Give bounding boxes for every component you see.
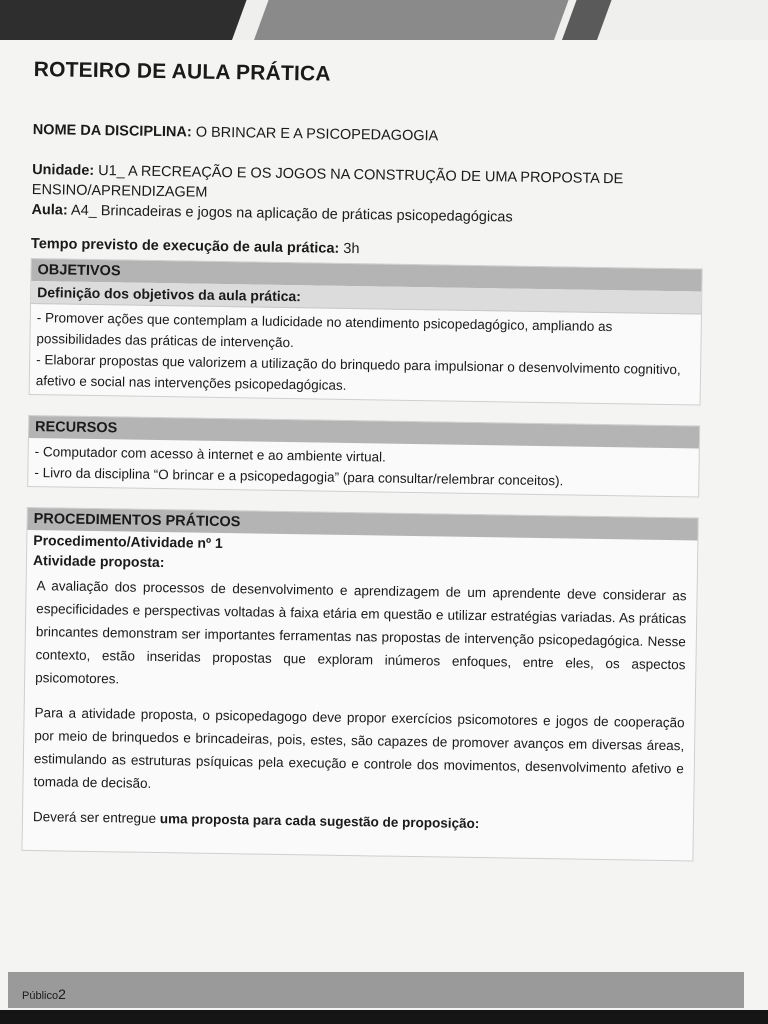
lesson-value: A4_ Brincadeiras e jogos na aplicação de práticas psicopedagógicas (70, 202, 513, 226)
page-title: ROTEIRO DE AULA PRÁTICA (33, 57, 331, 86)
recursos-section (27, 415, 700, 498)
header-stripe-gray (254, 0, 570, 40)
discipline-value: O BRINCAR E A PSICOPEDAGOGIA (195, 124, 439, 145)
procedimentos-header: PROCEDIMENTOS PRÁTICOS (27, 508, 697, 541)
objetivos-header: OBJETIVOS (31, 259, 701, 292)
proposal-label: Atividade proposta: (32, 552, 165, 571)
objetivos-body (30, 304, 701, 405)
procedure-paragraph-2: Para a atividade proposta, o psicopedagogo deve propor exercícios psicomotores e jogos de cooperação por meio de brinquedos e brincadeiras, pois, estes, são capazes de promover avanços em diversas áreas, estimulando as estruturas psíquicas pela execução e controle dos movimentos, desenvolvimento afetivo e tomada de decisão. (33, 705, 685, 791)
classification-label: Público (22, 990, 59, 1002)
recurso-item: - Livro da disciplina “O brincar e a psicopedagogia” (para consultar/relembrar conceitos). (34, 465, 564, 489)
discipline-line (33, 122, 705, 149)
objetivos-section (29, 258, 703, 406)
document-content (21, 52, 705, 861)
delivery-text: Deverá ser entregue (32, 809, 160, 827)
objetivos-subheader: Definição dos objetivos da aula prática: (31, 281, 701, 315)
delivery-emphasis: uma proposta para cada sugestão de proposição: (159, 811, 480, 832)
unit-value-line1: U1_ A RECREAÇÃO E OS JOGOS NA CONSTRUÇÃO DE UMA PROPOSTA DE (98, 163, 624, 188)
recurso-item: - Computador com acesso à internet e ao ambiente virtual. (34, 444, 386, 465)
time-line (31, 236, 703, 263)
objetivo-item: - Promover ações que contemplam a ludicidade no atendimento psicopedagógico, ampliando as possibilidades das práticas de intervenção. (36, 310, 613, 351)
footer-label (22, 986, 66, 1002)
unit-label: Unidade: (32, 161, 95, 179)
procedure-paragraph-1: A avaliação dos processos de desenvolvimento e aprendizagem de um aprendente deve considerar as especificidades e perspectivas voltadas à faixa etária em questão e utilizar estratégias variadas. As práticas brincantes demonstram ser importantes ferramentas nas propostas de intervenção psicopedagógica. Nesse contexto, estão inseridas propostas que exploram inúmeros enfoques, entre eles, os aspectos psicomotores. (35, 578, 687, 687)
top-band (0, 0, 768, 40)
discipline-label: NOME DA DISCIPLINA: (32, 121, 192, 141)
activity-label: Procedimento/Atividade nº 1 (33, 532, 223, 552)
unit-value-line2: ENSINO/APRENDIZAGEM (31, 181, 208, 201)
procedure-paragraph-3 (33, 805, 683, 838)
time-label: Tempo previsto de execução de aula prática: (30, 235, 340, 257)
scan-edge (0, 1010, 768, 1024)
recursos-header: RECURSOS (29, 416, 699, 449)
page-number: 2 (58, 986, 66, 1002)
time-value: 3h (343, 240, 360, 258)
procedimentos-body (22, 570, 696, 860)
header-stripe-dark (0, 0, 248, 40)
procedimentos-section (21, 507, 698, 862)
header-stripe-small (562, 0, 613, 40)
page-footer (8, 972, 744, 1008)
lesson-label: Aula: (31, 201, 68, 219)
objetivo-item: - Elaborar propostas que valorizem a utilização do brinquedo para impulsionar o desenvolvimento cognitivo, afetivo e social nas intervenções psicopedagógicas. (35, 352, 681, 393)
